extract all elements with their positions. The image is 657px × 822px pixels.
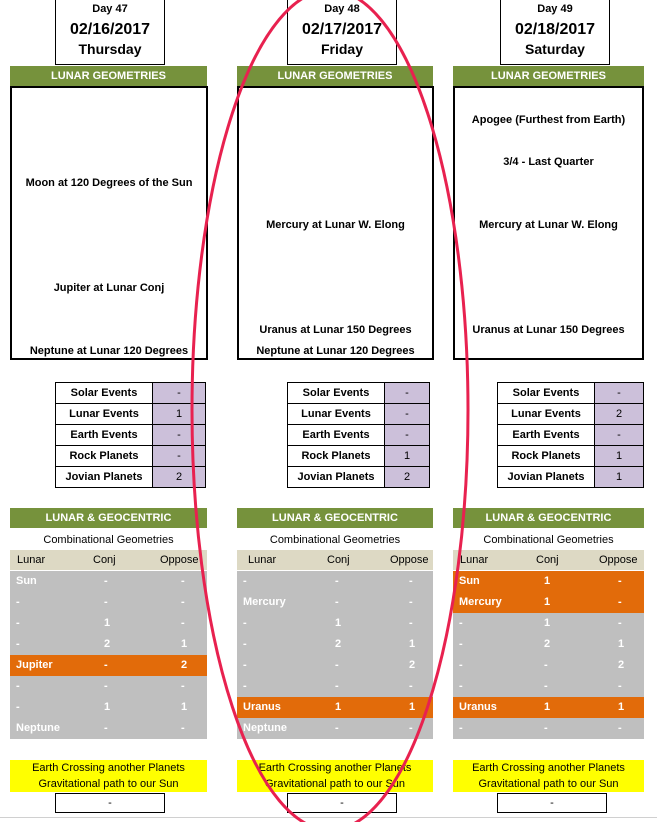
row-lunar-cell: - (459, 680, 463, 692)
event-value: 1 (595, 467, 644, 488)
combinational-geometries-title: Combinational Geometries (43, 534, 174, 546)
combinational-geometries-title: Combinational Geometries (269, 534, 401, 546)
row-conj-cell: - (544, 722, 548, 734)
row-conj-cell: - (544, 659, 548, 671)
event-label: Lunar Events (498, 404, 595, 425)
earth-crossing-value: - (55, 793, 165, 813)
event-label: Rock Planets (498, 446, 595, 467)
earth-crossing-value: - (287, 793, 397, 813)
row-oppose-cell: - (181, 617, 185, 629)
table-row (10, 571, 207, 592)
event-value: 2 (153, 467, 206, 488)
table-row (237, 718, 433, 739)
row-lunar-cell: - (243, 659, 247, 671)
row-oppose-cell: - (618, 617, 622, 629)
event-value: 1 (595, 446, 644, 467)
earth-crossing-line1: Earth Crossing another Planets (32, 762, 185, 774)
combinational-table-header (237, 550, 433, 570)
event-label: Rock Planets (56, 446, 153, 467)
table-row (10, 634, 207, 655)
earth-crossing-line1: Earth Crossing another Planets (258, 762, 412, 774)
sheet-gridline (0, 817, 657, 818)
row-lunar-cell: - (16, 596, 20, 608)
row-oppose-cell: 1 (618, 701, 625, 713)
table-row (237, 592, 433, 613)
table-row (453, 718, 644, 739)
row-oppose-cell: - (409, 575, 413, 587)
event-row (498, 446, 644, 467)
event-value: - (595, 425, 644, 446)
row-lunar-cell: Uranus (243, 701, 281, 713)
row-lunar-cell: - (459, 659, 463, 671)
geometry-line: Neptune at Lunar 120 Degrees (29, 345, 189, 357)
row-lunar-cell: Sun (459, 575, 480, 587)
row-oppose-cell: 2 (409, 659, 416, 671)
row-oppose-cell: 1 (409, 638, 416, 650)
event-label: Solar Events (56, 383, 153, 404)
row-conj-cell: 2 (104, 638, 111, 650)
col-header-oppose: Oppose (599, 554, 638, 566)
row-conj-cell: 1 (335, 617, 342, 629)
row-lunar-cell: - (16, 617, 20, 629)
combinational-table-header (453, 550, 644, 570)
day-header-1 (287, 0, 397, 65)
weekday-label: Saturday (525, 41, 585, 57)
row-conj-cell: 2 (544, 638, 551, 650)
row-conj-cell: 1 (335, 701, 342, 713)
day-number: Day 48 (324, 3, 360, 15)
lunar-geocentric-header: LUNAR & GEOCENTRIC (237, 508, 433, 528)
event-label: Earth Events (288, 425, 385, 446)
col-header-lunar: Lunar (17, 554, 46, 566)
event-row (288, 383, 430, 404)
event-label: Earth Events (56, 425, 153, 446)
table-row (453, 676, 644, 697)
event-value: 1 (385, 446, 430, 467)
event-row (288, 404, 430, 425)
lunar-geometries-box (10, 86, 208, 360)
event-value: - (595, 383, 644, 404)
table-row (453, 655, 644, 676)
row-lunar-cell: - (243, 575, 247, 587)
event-row (56, 467, 206, 488)
table-row (237, 571, 433, 592)
row-oppose-cell: 1 (181, 701, 188, 713)
combinational-geometries-title: Combinational Geometries (483, 534, 614, 546)
col-header-oppose: Oppose (390, 554, 429, 566)
row-conj-cell: 1 (104, 617, 111, 629)
lunar-geometries-box (453, 86, 644, 360)
earth-crossing-banner (10, 760, 207, 792)
event-row (56, 404, 206, 425)
date-label: 02/16/2017 (69, 21, 151, 38)
row-conj-cell: - (104, 680, 108, 692)
table-row (237, 655, 433, 676)
row-oppose-cell: - (409, 596, 413, 608)
geometry-line: 3/4 - Last Quarter (503, 156, 594, 168)
row-oppose-cell: 1 (618, 638, 625, 650)
row-conj-cell: - (335, 722, 339, 734)
table-row (237, 697, 433, 718)
day-number: Day 47 (92, 3, 128, 15)
day-header-0 (55, 0, 165, 65)
geometry-line: Mercury at Lunar W. Elong (266, 219, 405, 231)
weekday-label: Friday (320, 41, 363, 57)
row-lunar-cell: Neptune (16, 722, 60, 734)
lunar-geocentric-header: LUNAR & GEOCENTRIC (10, 508, 207, 528)
col-header-lunar: Lunar (248, 554, 277, 566)
geometry-line: Jupiter at Lunar Conj (53, 282, 165, 294)
date-label: 02/17/2017 (301, 21, 383, 38)
table-row (10, 592, 207, 613)
row-conj-cell: 1 (544, 701, 551, 713)
row-conj-cell: - (544, 680, 548, 692)
earth-crossing-line2: Gravitational path to our Sun (478, 778, 619, 790)
row-oppose-cell: - (618, 575, 622, 587)
row-oppose-cell: - (618, 680, 622, 692)
event-value: - (153, 383, 206, 404)
row-lunar-cell: - (459, 722, 463, 734)
event-label: Lunar Events (288, 404, 385, 425)
row-lunar-cell: Sun (16, 575, 37, 587)
row-lunar-cell: Mercury (243, 596, 286, 608)
geometry-line: Uranus at Lunar 150 Degrees (472, 324, 625, 336)
event-row (288, 467, 430, 488)
col-header-oppose: Oppose (160, 554, 199, 566)
event-label: Rock Planets (288, 446, 385, 467)
row-oppose-cell: - (181, 575, 185, 587)
col-header-lunar: Lunar (460, 554, 489, 566)
row-lunar-cell: - (16, 680, 20, 692)
row-conj-cell: - (104, 722, 108, 734)
row-conj-cell: 1 (544, 596, 551, 608)
geometry-line: Neptune at Lunar 120 Degrees (256, 345, 415, 357)
lunar-geometries-header: LUNAR GEOMETRIES (453, 66, 644, 86)
event-row (56, 383, 206, 404)
table-row (237, 634, 433, 655)
event-value: - (385, 425, 430, 446)
col-header-conj: Conj (536, 554, 559, 566)
row-lunar-cell: - (16, 701, 20, 713)
earth-crossing-banner (453, 760, 644, 792)
row-lunar-cell: - (243, 638, 247, 650)
geometry-line: Uranus at Lunar 150 Degrees (259, 324, 412, 336)
row-conj-cell: - (335, 680, 339, 692)
event-row (498, 467, 644, 488)
lunar-geocentric-header: LUNAR & GEOCENTRIC (453, 508, 644, 528)
row-conj-cell: 2 (335, 638, 342, 650)
lunar-geometries-box (237, 86, 434, 360)
table-row (453, 592, 644, 613)
event-value: 2 (385, 467, 430, 488)
event-value: - (153, 446, 206, 467)
row-oppose-cell: - (409, 617, 413, 629)
event-value: 1 (153, 404, 206, 425)
row-oppose-cell: - (618, 596, 622, 608)
row-oppose-cell: - (181, 596, 185, 608)
row-lunar-cell: - (459, 638, 463, 650)
row-oppose-cell: - (618, 722, 622, 734)
table-row (10, 613, 207, 634)
events-summary-table (55, 382, 206, 488)
row-oppose-cell: 1 (409, 701, 416, 713)
row-conj-cell: - (335, 575, 339, 587)
row-lunar-cell: Jupiter (16, 659, 53, 671)
row-conj-cell: - (335, 596, 339, 608)
row-lunar-cell: Uranus (459, 701, 497, 713)
event-row (56, 446, 206, 467)
event-row (288, 425, 430, 446)
event-label: Lunar Events (56, 404, 153, 425)
event-value: - (385, 404, 430, 425)
event-label: Solar Events (288, 383, 385, 404)
event-label: Jovian Planets (288, 467, 385, 488)
date-label: 02/18/2017 (514, 21, 596, 38)
events-summary-table (287, 382, 430, 488)
lunar-geometries-header: LUNAR GEOMETRIES (237, 66, 433, 86)
row-conj-cell: - (104, 596, 108, 608)
row-oppose-cell: - (181, 680, 185, 692)
earth-crossing-line1: Earth Crossing another Planets (472, 762, 625, 774)
event-row (498, 404, 644, 425)
event-label: Jovian Planets (498, 467, 595, 488)
row-oppose-cell: 1 (181, 638, 188, 650)
day-number: Day 49 (537, 3, 573, 15)
row-conj-cell: 1 (544, 575, 551, 587)
day-header-2 (500, 0, 610, 65)
row-oppose-cell: - (181, 722, 185, 734)
table-row (10, 655, 207, 676)
row-lunar-cell: Mercury (459, 596, 502, 608)
col-header-conj: Conj (93, 554, 116, 566)
table-row (453, 697, 644, 718)
row-conj-cell: - (104, 575, 108, 587)
table-row (10, 697, 207, 718)
row-lunar-cell: - (243, 680, 247, 692)
event-label: Jovian Planets (56, 467, 153, 488)
earth-crossing-line2: Gravitational path to our Sun (38, 778, 179, 790)
earth-crossing-value: - (497, 793, 607, 813)
event-row (56, 425, 206, 446)
table-row (10, 676, 207, 697)
row-lunar-cell: Neptune (243, 722, 287, 734)
geometry-line: Apogee (Furthest from Earth) (471, 114, 626, 126)
table-row (453, 634, 644, 655)
table-row (453, 613, 644, 634)
event-value: - (385, 383, 430, 404)
lunar-geometries-header: LUNAR GEOMETRIES (10, 66, 207, 86)
table-row (237, 613, 433, 634)
row-lunar-cell: - (243, 617, 247, 629)
weekday-label: Thursday (78, 41, 142, 57)
row-lunar-cell: - (459, 617, 463, 629)
table-row (453, 571, 644, 592)
event-row (498, 383, 644, 404)
geometry-line: Mercury at Lunar W. Elong (479, 219, 618, 231)
event-row (288, 446, 430, 467)
event-value: 2 (595, 404, 644, 425)
row-oppose-cell: 2 (618, 659, 625, 671)
table-row (10, 718, 207, 739)
earth-crossing-line2: Gravitational path to our Sun (264, 778, 406, 790)
event-row (498, 425, 644, 446)
event-label: Earth Events (498, 425, 595, 446)
row-conj-cell: 1 (544, 617, 551, 629)
geometry-line: Moon at 120 Degrees of the Sun (25, 177, 193, 189)
event-value: - (153, 425, 206, 446)
event-label: Solar Events (498, 383, 595, 404)
row-conj-cell: - (104, 659, 108, 671)
combinational-table-header (10, 550, 207, 570)
row-conj-cell: - (335, 659, 339, 671)
events-summary-table (497, 382, 644, 488)
row-oppose-cell: - (409, 680, 413, 692)
earth-crossing-banner (237, 760, 433, 792)
row-lunar-cell: - (16, 638, 20, 650)
table-row (237, 676, 433, 697)
col-header-conj: Conj (327, 554, 350, 566)
row-conj-cell: 1 (104, 701, 111, 713)
row-oppose-cell: - (409, 722, 413, 734)
row-oppose-cell: 2 (181, 659, 188, 671)
